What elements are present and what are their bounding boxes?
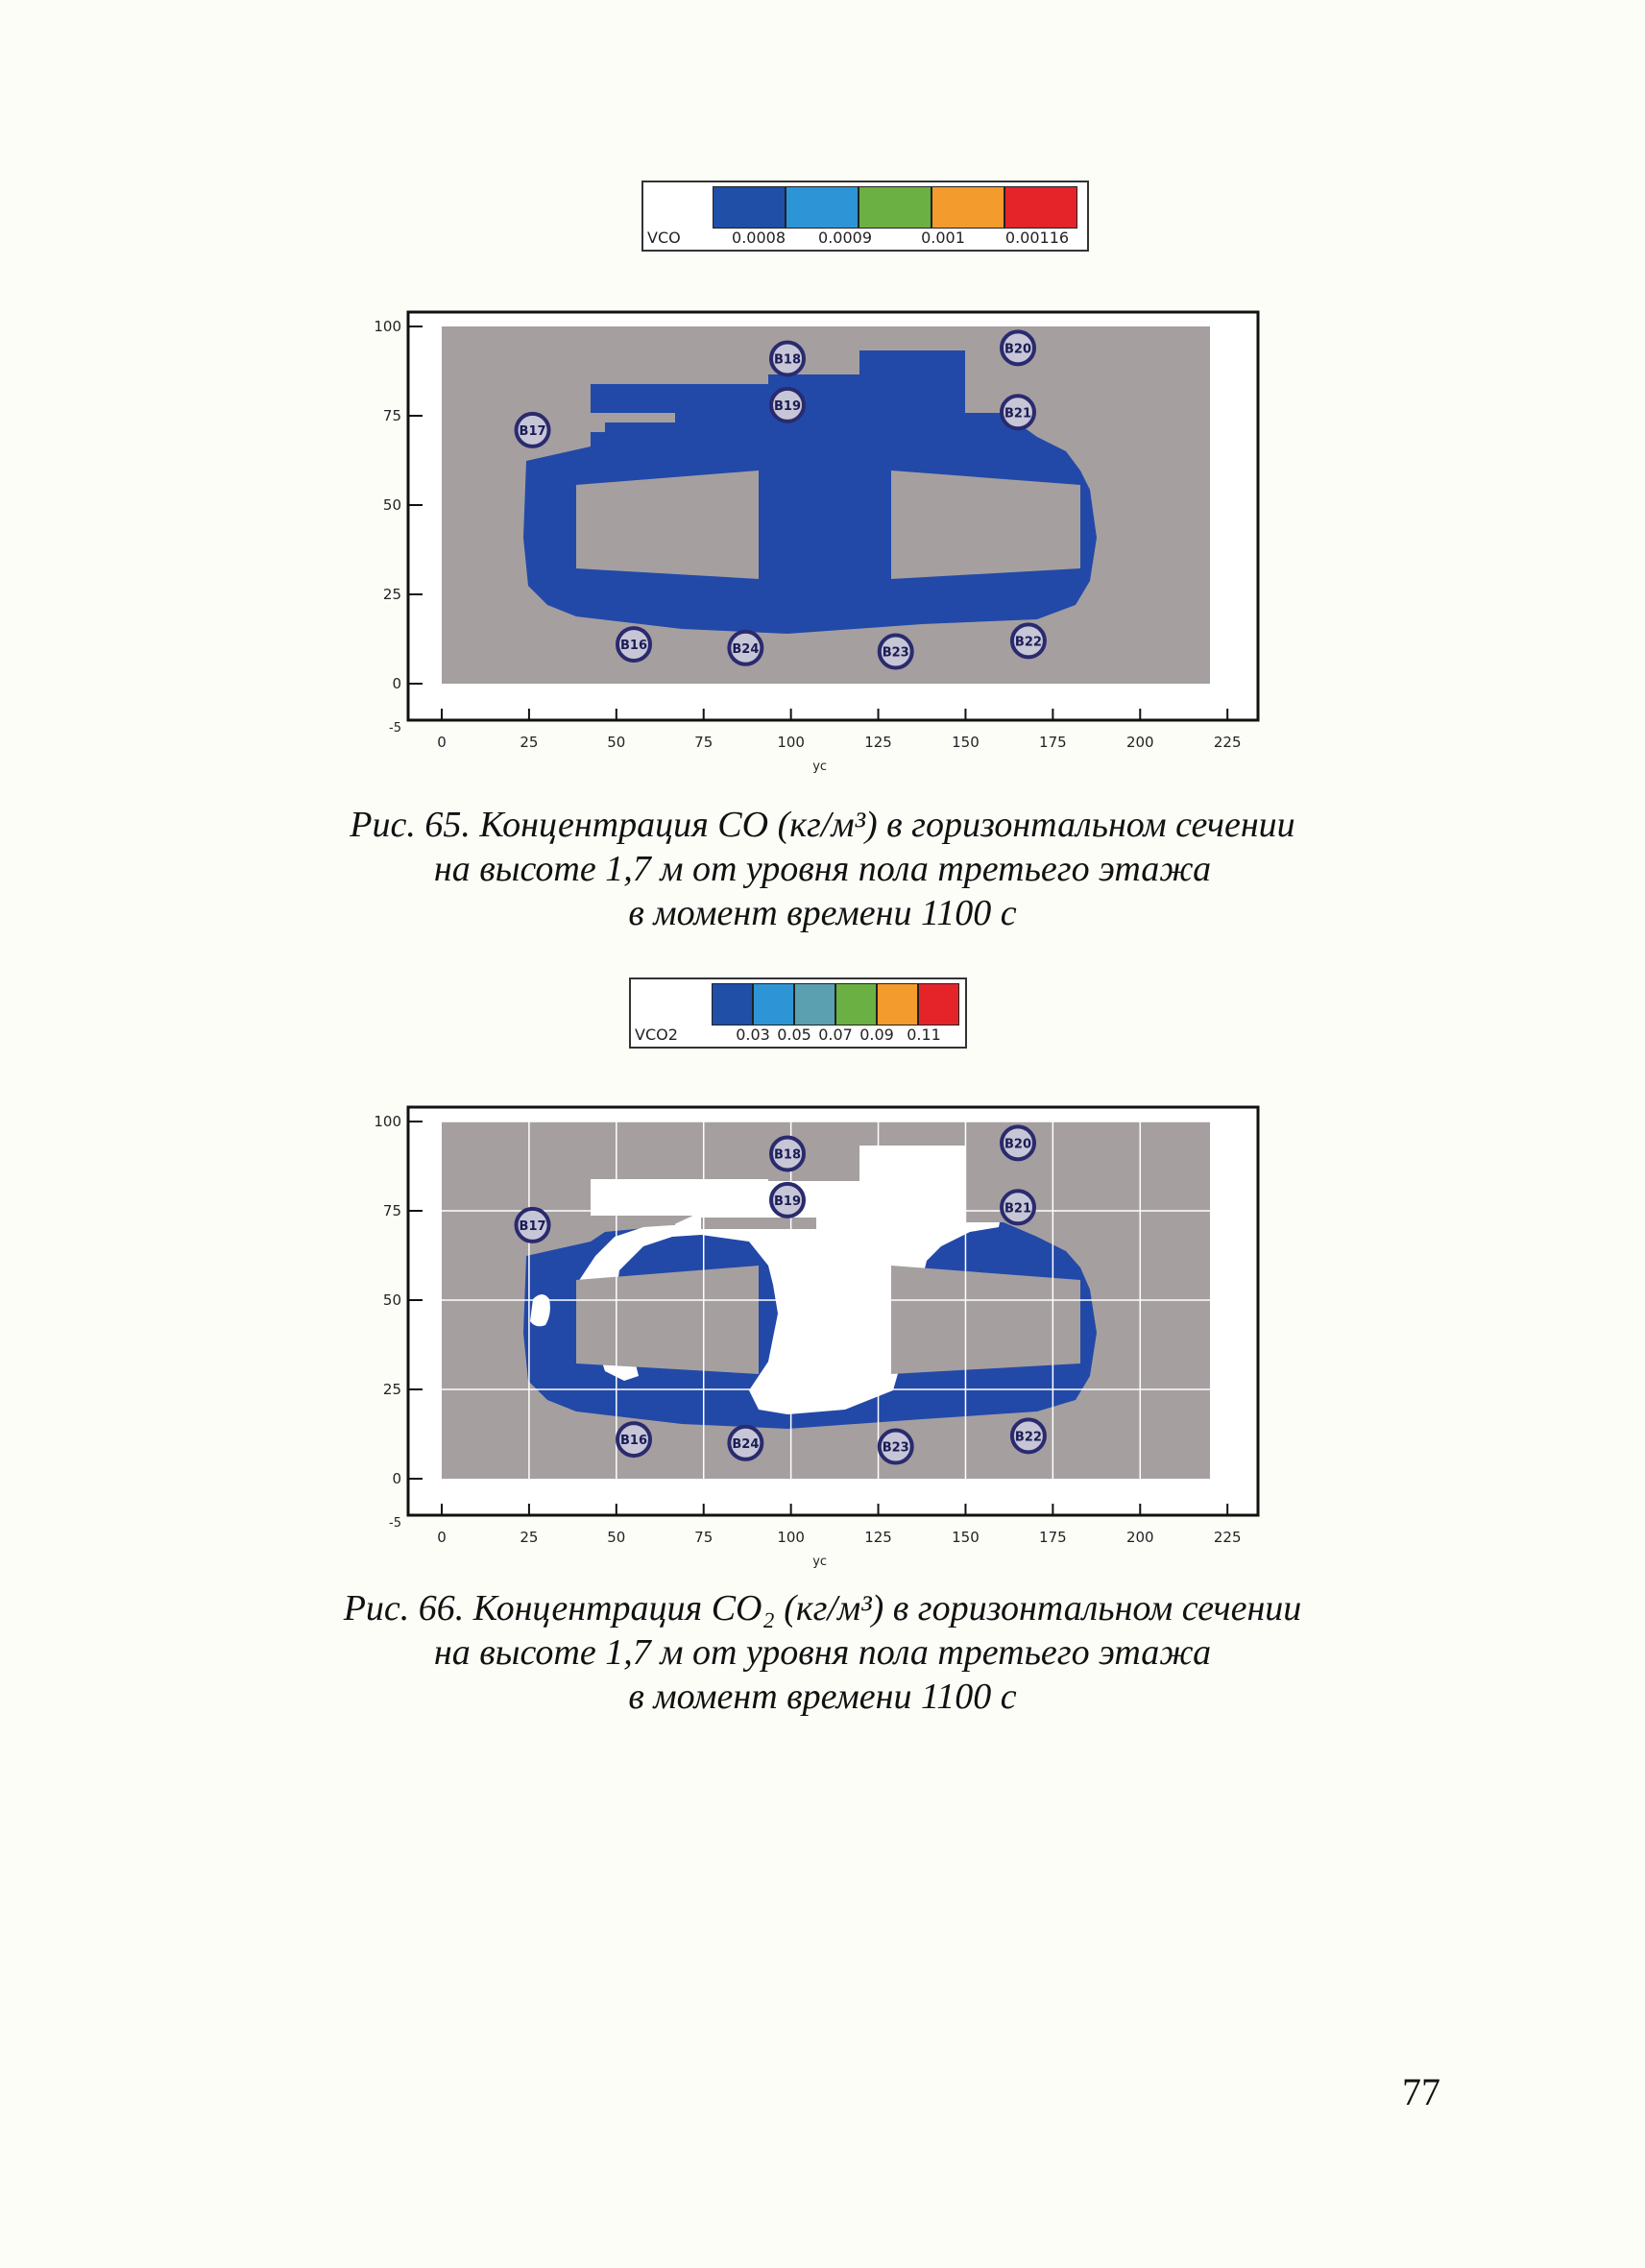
- sensor-marker: [771, 342, 804, 374]
- x-tick-label: 175: [1039, 734, 1067, 751]
- sensor-marker: [771, 1184, 804, 1217]
- x-tick-label: 225: [1213, 734, 1242, 751]
- sensor-marker: [617, 628, 650, 661]
- legend-label: 0.05: [777, 1025, 811, 1044]
- marker-label: B22: [1014, 635, 1042, 650]
- marker-label: B24: [732, 641, 760, 657]
- sensor-marker: [517, 414, 549, 446]
- legend-variable: VCO2: [635, 1025, 678, 1044]
- caption-line: в момент времени 1100 с: [628, 893, 1017, 933]
- legend-swatch: [918, 983, 959, 1025]
- legend-swatch: [931, 186, 1004, 229]
- x-tick-label: 75: [694, 1529, 714, 1546]
- marker-label: B19: [774, 1194, 801, 1209]
- x-tick-label: 125: [864, 1529, 892, 1546]
- legend-label: 0.07: [818, 1025, 853, 1044]
- legend-swatch: [753, 983, 794, 1025]
- void-top-right: [965, 379, 1004, 413]
- x-tick-label: 150: [952, 1529, 980, 1546]
- caption-line: Рис. 66. Концентрация CO₂ (кг/м³) в горизонтальном сечении: [343, 1588, 1302, 1629]
- x-tick-label: 50: [607, 1529, 626, 1546]
- sensor-marker: [771, 389, 804, 422]
- marker-label: B16: [620, 1434, 647, 1449]
- marker-label: B23: [882, 1440, 909, 1456]
- legend-label: 0.001: [921, 229, 965, 247]
- y-tick-label: 75: [382, 1202, 401, 1219]
- x-tick-label: 0: [437, 1529, 447, 1546]
- void-top-right: [965, 1203, 1004, 1222]
- legend-swatch: [877, 983, 918, 1025]
- caption-line: на высоте 1,7 м от уровня пола третьего этажа: [433, 849, 1212, 889]
- marker-label: B20: [1004, 1137, 1031, 1152]
- co2-concentration-plot: [365, 1102, 1268, 1573]
- marker-label: B22: [1014, 1430, 1042, 1445]
- legend-label: 0.11: [907, 1025, 941, 1044]
- legend-swatch: [859, 186, 931, 229]
- sensor-marker: [880, 1431, 912, 1463]
- sensor-marker: [617, 1423, 650, 1456]
- x-tick-label: 200: [1125, 734, 1154, 751]
- marker-label: B18: [774, 1147, 801, 1163]
- sensor-marker: [880, 636, 912, 668]
- marker-label: B21: [1004, 406, 1031, 422]
- legend-label: 0.03: [736, 1025, 770, 1044]
- legend-label: 0.0008: [732, 229, 786, 247]
- corner-label: -5: [389, 1516, 401, 1531]
- marker-label: B17: [519, 423, 546, 439]
- legend-swatch: [712, 983, 753, 1025]
- sensor-marker: [1002, 331, 1034, 364]
- marker-label: B16: [620, 639, 647, 654]
- legend-swatch: [835, 983, 877, 1025]
- caption-line: Рис. 65. Концентрация CO (кг/м³) в горизонтальном сечении: [350, 805, 1295, 845]
- caption-line: на высоте 1,7 м от уровня пола третьего этажа: [433, 1632, 1212, 1673]
- y-tick-label: 100: [374, 1113, 401, 1130]
- legend-co: [641, 181, 1089, 252]
- x-tick-label: 175: [1039, 1529, 1067, 1546]
- marker-label: B18: [774, 352, 801, 368]
- x-tick-label: 125: [864, 734, 892, 751]
- legend-label: 0.0009: [818, 229, 872, 247]
- x-axis-label: yc: [812, 1555, 828, 1569]
- sensor-marker: [729, 632, 762, 664]
- void-right: [891, 470, 1080, 579]
- co-concentration-plot: [365, 307, 1268, 778]
- y-tick-label: 0: [392, 675, 401, 692]
- y-tick-label: 50: [382, 496, 401, 514]
- sensor-marker: [1012, 624, 1045, 657]
- x-tick-label: 25: [520, 734, 539, 751]
- legend-swatch: [1004, 186, 1077, 229]
- sensor-marker: [771, 1137, 804, 1170]
- y-tick-label: 0: [392, 1470, 401, 1487]
- sensor-marker: [1002, 1191, 1034, 1223]
- y-tick-label: 25: [382, 586, 401, 603]
- x-axis-label: yc: [812, 760, 828, 774]
- x-tick-label: 150: [952, 734, 980, 751]
- x-tick-label: 50: [607, 734, 626, 751]
- y-tick-label: 100: [374, 318, 401, 335]
- caption-line: в момент времени 1100 с: [628, 1677, 1017, 1717]
- legend-co2: [629, 977, 967, 1049]
- marker-label: B21: [1004, 1201, 1031, 1217]
- figure-65-caption: [0, 803, 1645, 935]
- sensor-marker: [517, 1209, 549, 1242]
- legend-label: 0.09: [859, 1025, 894, 1044]
- page-number: 77: [1402, 2070, 1440, 2113]
- legend-swatch: [794, 983, 835, 1025]
- y-tick-label: 25: [382, 1381, 401, 1398]
- x-tick-label: 100: [777, 1529, 805, 1546]
- legend-swatch: [786, 186, 859, 229]
- y-tick-label: 50: [382, 1291, 401, 1309]
- legend-swatch: [713, 186, 786, 229]
- white-spot-left: [530, 1294, 550, 1326]
- x-tick-label: 25: [520, 1529, 539, 1546]
- legend-variable: VCO: [647, 229, 681, 247]
- x-tick-label: 0: [437, 734, 447, 751]
- marker-label: B23: [882, 645, 909, 661]
- void-right: [891, 1266, 1080, 1374]
- co-upper-strip: [591, 384, 768, 413]
- x-tick-label: 200: [1125, 1529, 1154, 1546]
- sensor-marker: [1012, 1419, 1045, 1452]
- x-tick-label: 100: [777, 734, 805, 751]
- sensor-marker: [729, 1427, 762, 1460]
- figure-66-caption: [0, 1586, 1645, 1719]
- corner-label: -5: [389, 721, 401, 736]
- void-strip-center: [701, 1218, 816, 1229]
- sensor-marker: [1002, 1126, 1034, 1159]
- void-left: [576, 1266, 759, 1374]
- marker-label: B17: [519, 1218, 546, 1234]
- void-left: [576, 470, 759, 579]
- marker-label: B19: [774, 398, 801, 414]
- y-tick-label: 75: [382, 407, 401, 424]
- void-strip-left: [591, 1216, 675, 1225]
- legend-label: 0.00116: [1004, 229, 1070, 247]
- x-tick-label: 225: [1213, 1529, 1242, 1546]
- marker-label: B20: [1004, 342, 1031, 357]
- sensor-marker: [1002, 396, 1034, 428]
- x-tick-label: 75: [694, 734, 714, 751]
- marker-label: B24: [732, 1436, 760, 1452]
